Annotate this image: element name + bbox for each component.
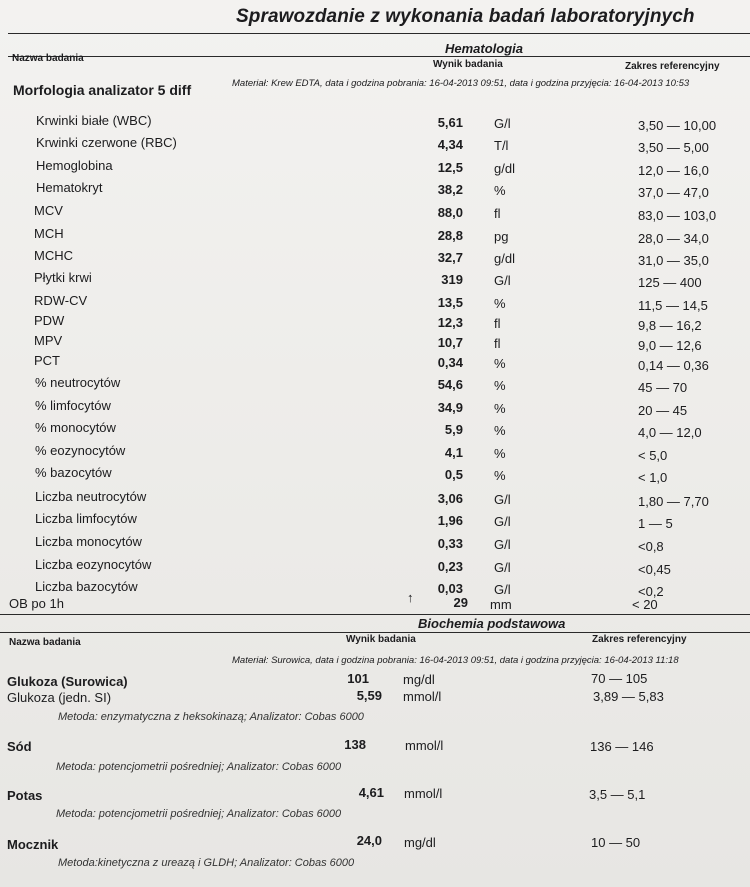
high-flag-arrow: ↑ bbox=[407, 590, 414, 605]
test-unit: G/l bbox=[494, 582, 511, 597]
test-name: PCT bbox=[34, 353, 60, 368]
test-value: 1,96 bbox=[437, 513, 463, 528]
test-unit: fl bbox=[494, 316, 501, 331]
test-name: Liczba monocytów bbox=[35, 534, 142, 549]
sod-name: Sód bbox=[7, 739, 32, 754]
test-unit: g/dl bbox=[494, 251, 515, 266]
bio-col-header-result: Wynik badania bbox=[346, 634, 416, 645]
test-unit: % bbox=[494, 356, 506, 371]
material-info: Materiał: Krew EDTA, data i godzina pobrania: 16-04-2013 09:51, data i godzina przyjęcia: 16-04-2013 10:53 bbox=[232, 78, 690, 89]
potas-ref: 3,5 — 5,1 bbox=[589, 787, 646, 802]
sod-unit: mmol/l bbox=[405, 738, 444, 753]
test-name: MCHC bbox=[34, 248, 73, 263]
bio-col-header-name: Nazwa badania bbox=[9, 637, 81, 648]
test-value: 3,06 bbox=[437, 491, 463, 506]
sod-value: 138 bbox=[344, 737, 366, 752]
mocznik-name: Mocznik bbox=[7, 837, 59, 852]
hematologia-rule bbox=[8, 56, 750, 57]
test-name: MCH bbox=[34, 226, 64, 241]
test-unit: G/l bbox=[494, 273, 511, 288]
test-value: 0,34 bbox=[437, 355, 463, 370]
test-name: MPV bbox=[34, 333, 63, 348]
test-value: 12,5 bbox=[437, 160, 463, 175]
test-unit: % bbox=[494, 446, 506, 461]
potas-value: 4,61 bbox=[358, 785, 384, 800]
test-ref: 28,0 — 34,0 bbox=[638, 231, 709, 246]
test-unit: % bbox=[494, 378, 506, 393]
test-value: 32,7 bbox=[437, 250, 463, 265]
mocznik-value: 24,0 bbox=[356, 833, 382, 848]
test-name: Liczba limfocytów bbox=[35, 511, 137, 526]
test-value: 12,3 bbox=[437, 315, 463, 330]
sod-ref: 136 — 146 bbox=[590, 739, 654, 754]
glukoza-si-name: Glukoza (jedn. SI) bbox=[7, 690, 112, 705]
test-value: 319 bbox=[441, 272, 463, 287]
test-unit: G/l bbox=[494, 514, 511, 529]
test-name: Hemoglobina bbox=[36, 158, 113, 173]
sod-method: Metoda: potencjometrii pośredniej; Analizator: Cobas 6000 bbox=[56, 761, 342, 773]
test-value: 0,23 bbox=[437, 559, 463, 574]
ob-name: OB po 1h bbox=[9, 596, 64, 611]
potas-method: Metoda: potencjometrii pośredniej; Analizator: Cobas 6000 bbox=[56, 808, 342, 820]
report-title: Sprawozdanie z wykonania badań laboratoryjnych bbox=[236, 6, 695, 27]
test-ref: 31,0 — 35,0 bbox=[638, 253, 709, 268]
test-name: Płytki krwi bbox=[34, 270, 92, 285]
col-header-ref: Zakres referencyjny bbox=[625, 61, 720, 72]
test-ref: 9,0 — 12,6 bbox=[638, 338, 702, 353]
test-ref: 20 — 45 bbox=[638, 403, 688, 418]
test-name: Krwinki czerwone (RBC) bbox=[36, 135, 177, 150]
col-header-name: Nazwa badania bbox=[12, 53, 84, 64]
test-unit: pg bbox=[494, 229, 509, 244]
glukoza-name: Glukoza (Surowica) bbox=[7, 674, 128, 689]
test-ref: 1 — 5 bbox=[638, 516, 673, 531]
test-name: % limfocytów bbox=[35, 398, 111, 413]
test-value: 4,1 bbox=[444, 445, 463, 460]
glukoza-si-value: 5,59 bbox=[356, 688, 382, 703]
title-rule bbox=[8, 33, 750, 34]
glukoza-unit: mg/dl bbox=[403, 672, 435, 687]
potas-unit: mmol/l bbox=[404, 786, 443, 801]
test-ref: 0,14 — 0,36 bbox=[638, 358, 709, 373]
test-ref: <0,8 bbox=[638, 539, 664, 554]
test-ref: 3,50 — 5,00 bbox=[638, 140, 709, 155]
test-ref: 37,0 — 47,0 bbox=[638, 185, 709, 200]
potas-name: Potas bbox=[7, 788, 43, 803]
glukoza-ref: 70 — 105 bbox=[591, 671, 648, 686]
glukoza-method: Metoda: enzymatyczna z heksokinazą; Analizator: Cobas 6000 bbox=[58, 711, 364, 723]
test-name: % monocytów bbox=[35, 420, 116, 435]
col-header-result: Wynik badania bbox=[433, 59, 503, 70]
test-value: 28,8 bbox=[437, 228, 463, 243]
test-ref: 9,8 — 16,2 bbox=[638, 318, 702, 333]
test-value: 34,9 bbox=[437, 400, 463, 415]
test-name: Liczba neutrocytów bbox=[35, 489, 147, 504]
test-unit: % bbox=[494, 468, 506, 483]
test-unit: % bbox=[494, 296, 506, 311]
test-unit: g/dl bbox=[494, 161, 515, 176]
test-unit: fl bbox=[494, 336, 501, 351]
test-name: MCV bbox=[34, 203, 63, 218]
test-name: % neutrocytów bbox=[35, 375, 121, 390]
test-ref: < 1,0 bbox=[638, 470, 668, 485]
ob-value: 29 bbox=[453, 595, 468, 610]
mocznik-unit: mg/dl bbox=[404, 835, 436, 850]
bio-material-info: Materiał: Surowica, data i godzina pobrania: 16-04-2013 09:51, data i godzina przyjęcia: 16-04-2013 11:18 bbox=[232, 655, 679, 666]
ob-ref: < 20 bbox=[632, 597, 658, 612]
test-unit: % bbox=[494, 183, 506, 198]
section-title-hematologia: Hematologia bbox=[445, 41, 524, 56]
test-unit: % bbox=[494, 423, 506, 438]
glukoza-si-unit: mmol/l bbox=[403, 689, 442, 704]
test-ref: 1,80 — 7,70 bbox=[638, 494, 709, 509]
glukoza-value: 101 bbox=[347, 671, 369, 686]
test-ref: 3,50 — 10,00 bbox=[638, 118, 717, 133]
test-ref: <0,2 bbox=[638, 584, 664, 599]
biochemia-rule bbox=[0, 632, 750, 633]
test-name: Liczba bazocytów bbox=[35, 579, 138, 594]
test-value: 88,0 bbox=[437, 205, 463, 220]
test-name: Hematokryt bbox=[36, 180, 103, 195]
glukoza-si-ref: 3,89 — 5,83 bbox=[593, 689, 664, 704]
test-value: 4,34 bbox=[437, 137, 463, 152]
test-ref: < 5,0 bbox=[638, 448, 668, 463]
test-ref: 11,5 — 14,5 bbox=[638, 298, 708, 313]
test-value: 0,03 bbox=[437, 581, 463, 596]
test-unit: % bbox=[494, 401, 506, 416]
test-unit: G/l bbox=[494, 116, 511, 131]
test-name: PDW bbox=[34, 313, 65, 328]
test-value: 10,7 bbox=[437, 335, 463, 350]
test-ref: 125 — 400 bbox=[638, 275, 702, 290]
bio-col-header-ref: Zakres referencyjny bbox=[592, 634, 687, 645]
test-value: 13,5 bbox=[437, 295, 463, 310]
test-value: 5,9 bbox=[444, 422, 463, 437]
test-ref: 12,0 — 16,0 bbox=[638, 163, 709, 178]
biochemia-top-rule bbox=[0, 614, 750, 615]
ob-unit: mm bbox=[490, 597, 512, 612]
test-unit: fl bbox=[494, 206, 501, 221]
test-name: % bazocytów bbox=[35, 465, 112, 480]
test-name: RDW-CV bbox=[34, 293, 88, 308]
test-unit: G/l bbox=[494, 537, 511, 552]
test-name: Liczba eozynocytów bbox=[35, 557, 152, 572]
test-name: Krwinki białe (WBC) bbox=[36, 113, 152, 128]
test-ref: <0,45 bbox=[638, 562, 671, 577]
test-ref: 4,0 — 12,0 bbox=[638, 425, 702, 440]
mocznik-method: Metoda:kinetyczna z ureazą i GLDH; Analizator: Cobas 6000 bbox=[58, 857, 355, 869]
test-name: % eozynocytów bbox=[35, 443, 126, 458]
test-value: 5,61 bbox=[437, 115, 463, 130]
test-value: 0,33 bbox=[437, 536, 463, 551]
test-value: 54,6 bbox=[437, 377, 463, 392]
test-ref: 83,0 — 103,0 bbox=[638, 208, 717, 223]
test-ref: 45 — 70 bbox=[638, 380, 688, 395]
mocznik-ref: 10 — 50 bbox=[591, 835, 641, 850]
test-value: 0,5 bbox=[444, 467, 463, 482]
test-unit: T/l bbox=[494, 138, 509, 153]
test-unit: G/l bbox=[494, 492, 511, 507]
section-title-biochemia: Biochemia podstawowa bbox=[418, 616, 566, 631]
test-unit: G/l bbox=[494, 560, 511, 575]
group-title: Morfologia analizator 5 diff bbox=[13, 82, 192, 98]
test-value: 38,2 bbox=[437, 182, 463, 197]
